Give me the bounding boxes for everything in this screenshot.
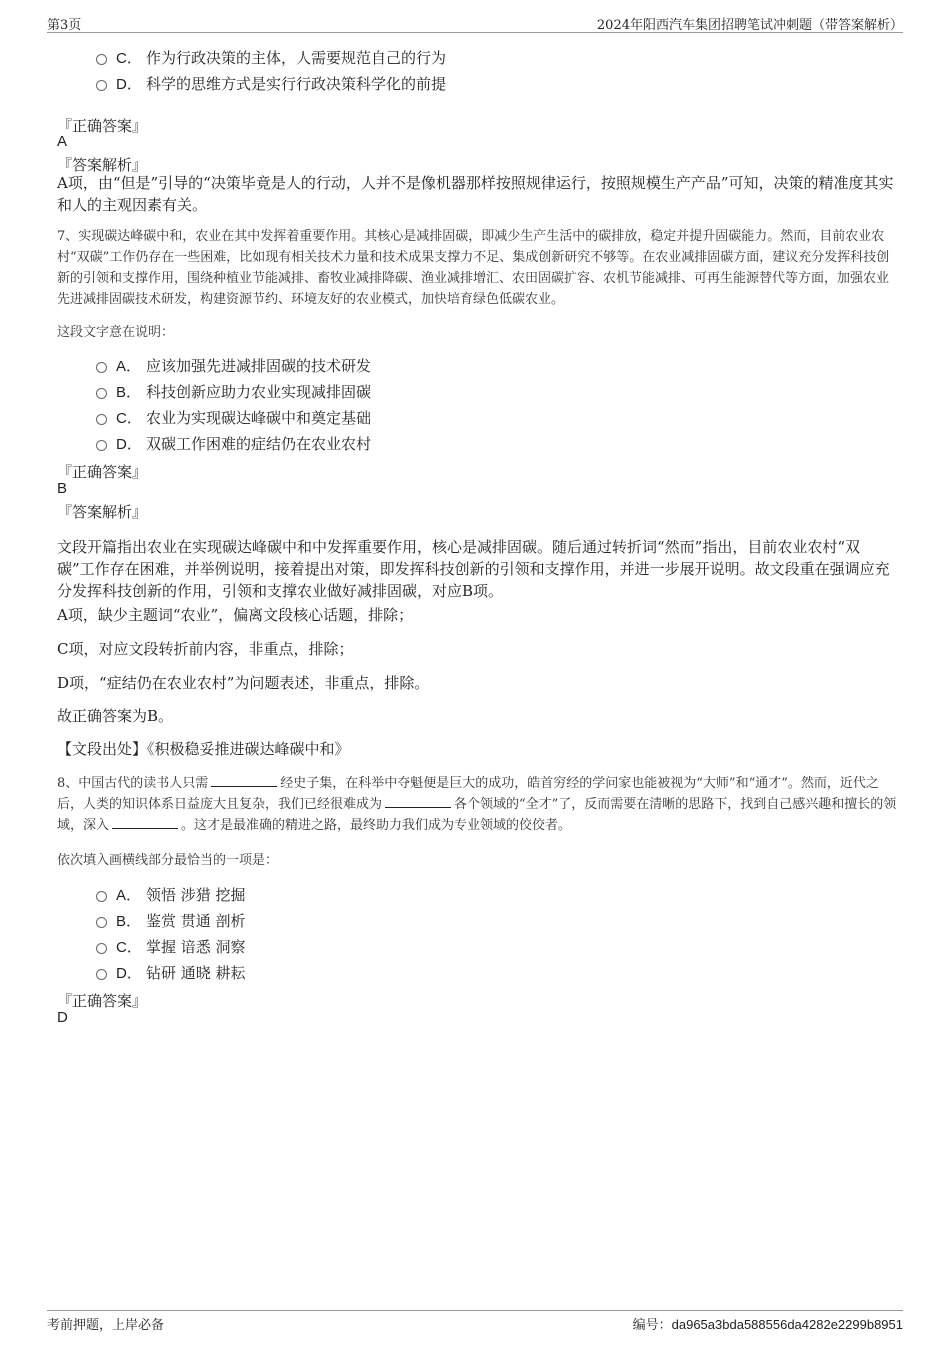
option-text: 作为行政决策的主体，人需要规范自己的行为 (146, 49, 447, 67)
option-text: 掌握 谙悉 洞察 (146, 938, 246, 956)
q8-option-d[interactable] (96, 962, 246, 983)
q7-option-c[interactable] (96, 407, 371, 428)
q8-text-part: 各个领域的“全才”了，反而需要在清晰的思路下，找到自己感兴趣和擅长的领域，深入 (57, 797, 897, 833)
footer-divider (47, 1310, 903, 1311)
radio-icon[interactable] (96, 943, 107, 954)
radio-icon[interactable] (96, 969, 107, 980)
q8-answer-label: 『正确答案』 (57, 992, 148, 1010)
q6-option-d[interactable] (96, 73, 446, 94)
q7-analysis-main: 文段开篇指出农业在实现碳达峰碳中和中发挥重要作用，核心是减排固碳。随后通过转折词“然而”指出，目前农业农村“双碳”工作存在困难，并举例说明，接着提出对策，即发挥科技创新的引领和支撑作用，并进一步展开说明。故文段重在强调应充分发挥科技创新的作用，引领和支撑农业做好减排固碳，对应B项。 (57, 538, 890, 600)
option-letter: C． (116, 939, 142, 956)
option-letter: D． (116, 436, 142, 453)
q7-option-d[interactable] (96, 433, 371, 454)
radio-icon[interactable] (96, 440, 107, 451)
option-text: 科技创新应助力农业实现减排固碳 (146, 383, 372, 401)
q8-option-a[interactable] (96, 884, 246, 905)
document-title: 2024年阳西汽车集团招聘笔试冲刺题（带答案解析） (596, 18, 903, 33)
header-divider (47, 32, 903, 33)
radio-icon[interactable] (96, 917, 107, 928)
q8-answer: D (57, 1009, 68, 1026)
option-text: 科学的思维方式是实行行政决策科学化的前提 (146, 75, 447, 93)
fill-blank (211, 773, 277, 787)
q6-answer: A (57, 133, 68, 150)
q7-option-a[interactable] (96, 355, 371, 376)
q7-analysis-option-a: A项，缺少主题词“农业”，偏离文段核心话题，排除； (57, 606, 414, 624)
option-text: 应该加强先进减排固碳的技术研发 (146, 357, 372, 375)
q8-text-part: 。这才是最准确的精进之路，最终助力我们成为专业领域的佼佼者。 (181, 818, 572, 833)
document-code (633, 1314, 903, 1333)
radio-icon[interactable] (96, 362, 107, 373)
option-text: 领悟 涉猎 挖掘 (146, 886, 246, 904)
q8-option-b[interactable] (96, 910, 246, 931)
q8-question-text (57, 773, 897, 836)
option-letter: D． (116, 76, 142, 93)
q7-analysis-label: 『答案解析』 (57, 503, 148, 521)
q7-prompt: 这段文字意在说明： (57, 325, 175, 340)
q7-analysis-conclusion: 故正确答案为B。 (57, 707, 174, 725)
code-label: 编号： (632, 1318, 672, 1333)
radio-icon[interactable] (96, 414, 107, 425)
q8-text-part: 8、中国古代的读书人只需 (57, 776, 209, 791)
option-letter: D． (116, 965, 142, 982)
fill-blank (112, 815, 178, 829)
q7-analysis-option-c: C项，对应文段转折前内容，非重点，排除； (57, 640, 354, 658)
option-text: 钻研 通晓 耕耘 (146, 964, 246, 982)
q7-answer-label: 『正确答案』 (57, 463, 148, 481)
q8-text-part: 经史子集，在科举中夺魁便是巨大的成功，皓首穷经的学问家也能被视为“大师”和“通才”。然而，近代之后，人类的知识体系日益庞大且复杂，我们已经很难成为 (57, 776, 879, 812)
option-text: 双碳工作困难的症结仍在农业农村 (146, 435, 372, 453)
option-text: 鉴赏 贯通 剖析 (146, 912, 246, 930)
code-value: da965a3bda588556da4282e2299b8951 (671, 1317, 903, 1332)
q7-question-text: 7、实现碳达峰碳中和，农业在其中发挥着重要作用。其核心是减排固碳，即减少生产生活中的碳排放，稳定并提升固碳能力。然而，目前农业农村“双碳”工作仍存在一些困难，比如现有相关技术力量和技术成果支撑力不足、集成创新研究不够等。在农业减排固碳方面，建议充分发挥科技创新的引领和支撑作用，围绕种植业节能减排、畜牧业减排降碳、渔业减排增汇、农田固碳扩容、农机节能减排、可再生能源替代等方面，加强农业先进减排固碳技术研发，构建资源节约、环境友好的农业模式，加快培育绿色低碳农业。 (57, 229, 890, 307)
option-letter: C． (116, 50, 142, 67)
q6-answer-label: 『正确答案』 (57, 117, 148, 135)
radio-icon[interactable] (96, 891, 107, 902)
radio-icon[interactable] (96, 54, 107, 65)
option-text: 农业为实现碳达峰碳中和奠定基础 (146, 409, 372, 427)
radio-icon[interactable] (96, 80, 107, 91)
option-letter: B． (116, 384, 142, 401)
option-letter: B． (116, 913, 142, 930)
q7-analysis-source: 【文段出处】《积极稳妥推进碳达峰碳中和》 (57, 740, 350, 758)
fill-blank (385, 794, 451, 808)
q7-answer: B (57, 480, 68, 497)
option-letter: A． (116, 358, 142, 375)
q6-analysis-label: 『答案解析』 (57, 156, 148, 174)
option-letter: A． (116, 887, 142, 904)
option-letter: C． (116, 410, 142, 427)
page-number: 第3页 (47, 18, 82, 33)
q7-option-b[interactable] (96, 381, 371, 402)
footer-slogan: 考前押题，上岸必备 (47, 1318, 165, 1333)
q6-option-c[interactable] (96, 47, 446, 68)
q6-analysis: A项，由“但是”引导的“决策毕竟是人的行动，人并不是像机器那样按照规律运行，按照规模生产产品”可知，决策的精准度其实和人的主观因素有关。 (57, 174, 894, 214)
radio-icon[interactable] (96, 388, 107, 399)
q8-prompt: 依次填入画横线部分最恰当的一项是： (57, 853, 279, 868)
q7-analysis-option-d: D项，“症结仍在农业农村”为问题表述，非重点，排除。 (57, 674, 430, 692)
q8-option-c[interactable] (96, 936, 246, 957)
